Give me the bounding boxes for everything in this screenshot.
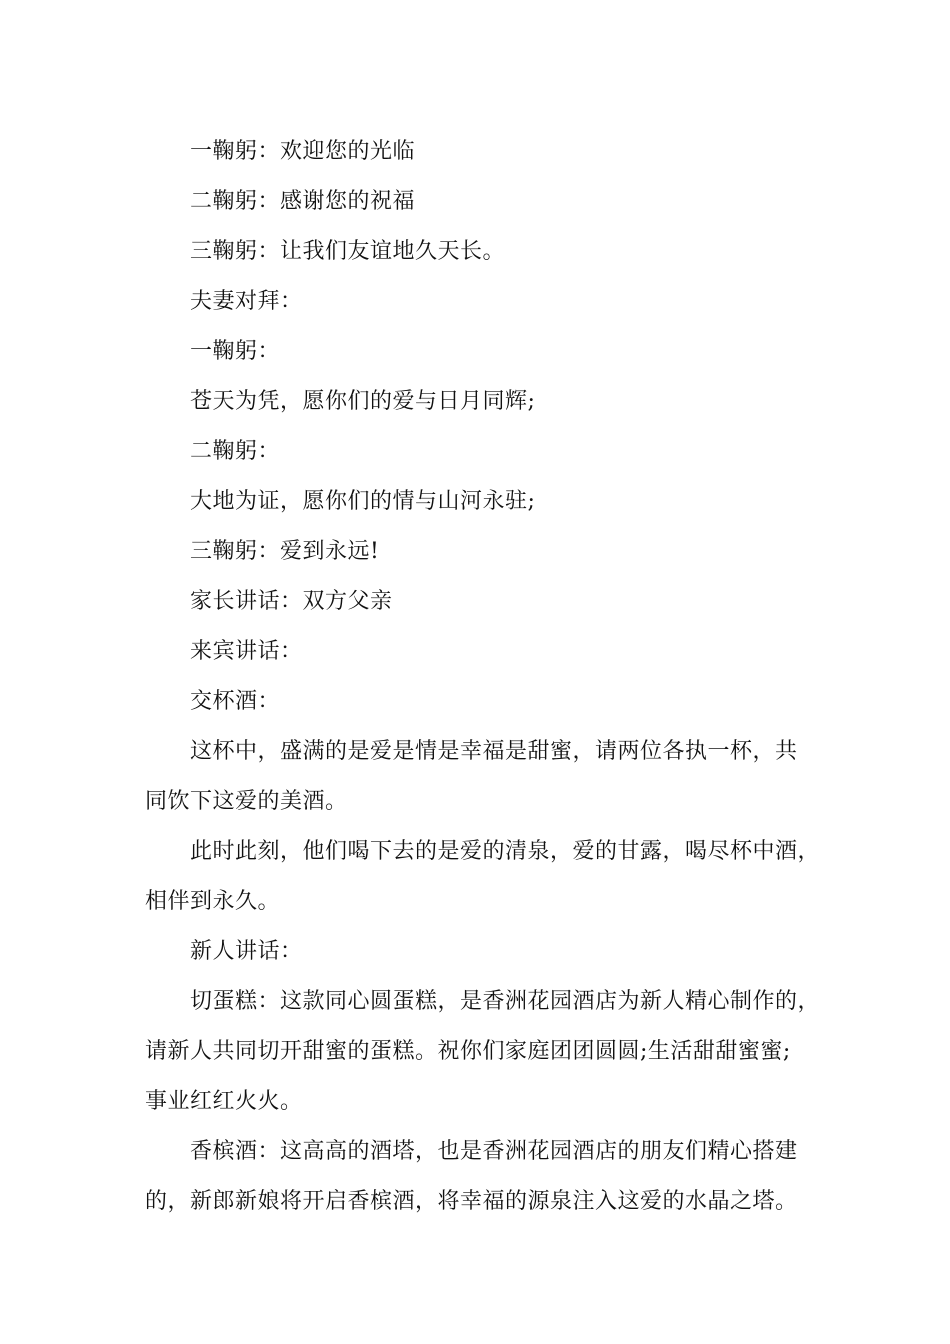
paragraph-line: 切蛋糕：这款同心圆蛋糕，是香洲花园酒店为新人精心制作的， <box>190 989 821 1014</box>
paragraph-line: 一鞠躬：欢迎您的光临 <box>190 139 416 164</box>
paragraph-line: 这杯中，盛满的是爱是情是幸福是甜蜜，请两位各执一杯，共 <box>190 739 798 764</box>
paragraph-line: 二鞠躬： <box>190 439 281 464</box>
paragraph-line: 大地为证，愿你们的情与山河永驻; <box>190 489 536 514</box>
paragraph-line: 夫妻对拜： <box>190 289 303 314</box>
paragraph-line: 二鞠躬：感谢您的祝福 <box>190 189 416 214</box>
paragraph-line: 苍天为凭，愿你们的爱与日月同辉; <box>190 389 536 414</box>
paragraph-line: 三鞠躬：爱到永远! <box>190 539 380 564</box>
paragraph-line: 来宾讲话： <box>190 639 303 664</box>
paragraph-line: 同饮下这爱的美酒。 <box>145 789 348 814</box>
document-body <box>145 127 835 1227</box>
paragraph-line: 此时此刻，他们喝下去的是爱的清泉，爱的甘露，喝尽杯中酒， <box>190 839 821 864</box>
paragraph-line: 的，新郎新娘将开启香槟酒，将幸福的源泉注入这爱的水晶之塔。 <box>145 1189 798 1214</box>
paragraph-line: 交杯酒： <box>190 689 281 714</box>
paragraph-line: 新人讲话： <box>190 939 303 964</box>
paragraph-line: 请新人共同切开甜蜜的蛋糕。祝你们家庭团团圆圆;生活甜甜蜜蜜; <box>145 1039 791 1064</box>
paragraph-line: 事业红红火火。 <box>145 1089 303 1114</box>
paragraph-line: 家长讲话：双方父亲 <box>190 589 393 614</box>
paragraph-line: 相伴到永久。 <box>145 889 281 914</box>
paragraph-line: 一鞠躬： <box>190 339 281 364</box>
paragraph-line: 香槟酒：这高高的酒塔，也是香洲花园酒店的朋友们精心搭建 <box>190 1139 798 1164</box>
paragraph-line: 三鞠躬：让我们友谊地久天长。 <box>190 239 506 264</box>
